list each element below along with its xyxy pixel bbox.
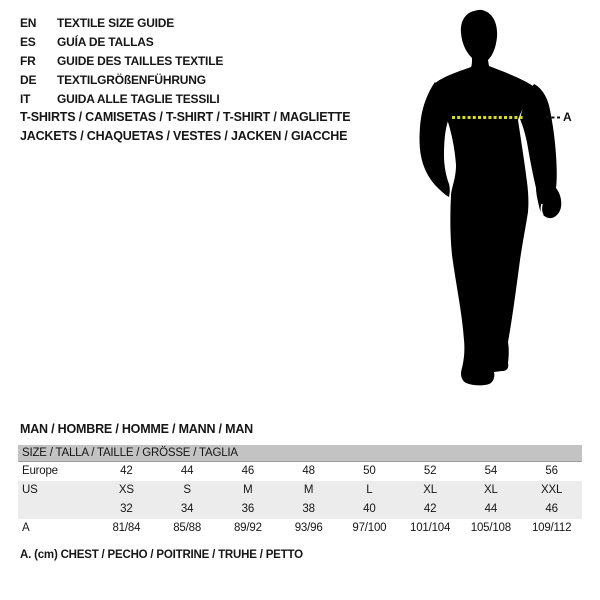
table-cell: 105/108 <box>470 522 511 534</box>
table-cell: S <box>183 484 191 496</box>
table-cell: 42 <box>423 503 437 515</box>
table-cell: 50 <box>363 465 376 477</box>
man-silhouette-figure <box>390 0 600 400</box>
table-cell: 48 <box>302 465 315 477</box>
table-cell: XS <box>118 484 134 496</box>
row-label: A <box>22 522 30 534</box>
lang-label: GUIDA ALLE TAGLIE TESSILI <box>57 92 220 106</box>
table-cell: 56 <box>545 465 558 477</box>
table-cell: 89/92 <box>233 522 262 534</box>
table-cell: 52 <box>423 465 437 477</box>
table-cell: 34 <box>180 503 194 515</box>
row-label <box>18 500 96 519</box>
section-title-man: MAN / HOMBRE / HOMME / MANN / MAN <box>20 422 253 436</box>
lang-row-fr <box>20 52 223 71</box>
lang-label: TEXTILGRÖßENFÜHRUNG <box>57 73 206 87</box>
table-cell: M <box>303 484 314 496</box>
lang-label: GUIDE DES TAILLES TEXTILE <box>57 54 224 68</box>
footnote-chest: A. (cm) CHEST / PECHO / POITRINE / TRUHE / PETTO <box>20 549 303 561</box>
table-cell: 93/96 <box>294 522 323 534</box>
table-cell: XL <box>484 484 498 496</box>
table-cell: 42 <box>120 465 133 477</box>
row-label: US <box>22 484 38 496</box>
category-jackets: JACKETS / CHAQUETAS / VESTES / JACKEN / GIACCHE <box>20 129 348 143</box>
table-cell: 81/84 <box>112 522 141 534</box>
table-cell: 36 <box>241 503 255 515</box>
table-cell: 40 <box>363 503 376 515</box>
table-row-a-chest <box>18 519 582 538</box>
table-cell: 85/88 <box>173 522 202 534</box>
table-row-europe <box>18 462 582 481</box>
table-cell: XL <box>423 484 437 496</box>
table-cell: 46 <box>545 503 558 515</box>
language-title-block <box>20 14 223 109</box>
lang-row-en <box>20 14 223 33</box>
table-row-us-numeric <box>18 500 582 519</box>
lang-label: TEXTILE SIZE GUIDE <box>57 16 175 30</box>
table-cell: 32 <box>120 503 133 515</box>
table-cell: 54 <box>484 465 498 477</box>
table-row-us <box>18 481 582 500</box>
size-table <box>18 445 582 538</box>
table-cell: 101/104 <box>410 522 451 534</box>
table-cell: 97/100 <box>352 522 387 534</box>
lang-code: EN <box>20 16 37 30</box>
lang-row-es <box>20 33 223 52</box>
table-cell: 44 <box>180 465 194 477</box>
lang-label: GUÍA DE TALLAS <box>57 35 154 49</box>
lang-row-it <box>20 90 223 109</box>
category-block <box>20 108 350 146</box>
lang-code: DE <box>20 73 37 87</box>
lang-code: IT <box>20 92 31 106</box>
table-cell: L <box>366 484 373 496</box>
table-cell: 109/112 <box>531 522 572 534</box>
measure-label-a: A <box>563 110 572 124</box>
table-cell: XXL <box>541 484 563 496</box>
body-shape <box>434 10 538 386</box>
lang-code: FR <box>20 54 36 68</box>
man-silhouette <box>390 0 600 400</box>
category-tshirts: T-SHIRTS / CAMISETAS / T-SHIRT / T-SHIRT / MAGLIETTE <box>20 110 351 124</box>
table-cell: 38 <box>302 503 315 515</box>
size-table-header: SIZE / TALLA / TAILLE / GRÖSSE / TAGLIA <box>18 445 582 462</box>
lang-row-de <box>20 71 223 90</box>
lang-code: ES <box>20 35 36 49</box>
table-cell: M <box>243 484 253 496</box>
table-cell: 44 <box>484 503 498 515</box>
table-cell: 46 <box>241 465 255 477</box>
row-label: Europe <box>22 465 58 477</box>
